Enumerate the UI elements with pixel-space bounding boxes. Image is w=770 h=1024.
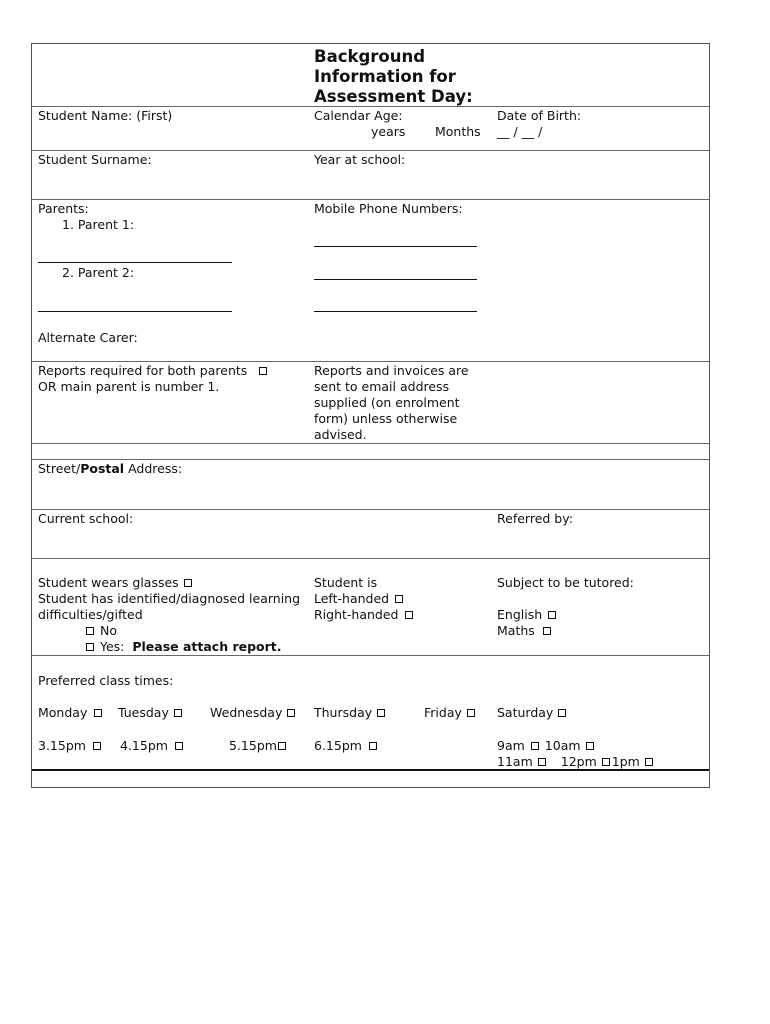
mobile-line-3[interactable] — [314, 311, 477, 312]
right-handed-option — [314, 607, 415, 623]
glasses-checkbox[interactable] — [184, 579, 192, 587]
day-label: Saturday — [497, 705, 554, 720]
divider-thick — [32, 769, 709, 771]
reports-required — [38, 363, 269, 379]
day-thursday — [314, 705, 387, 721]
email-note-line: form) unless otherwise — [314, 411, 458, 426]
no-label: No — [99, 623, 117, 638]
thursday-checkbox[interactable] — [377, 709, 385, 717]
yes-option — [86, 639, 282, 655]
day-label: Tuesday — [118, 705, 169, 720]
day-label: Wednesday — [210, 705, 283, 720]
english-checkbox[interactable] — [548, 611, 556, 619]
time-label: 3.15pm — [38, 738, 86, 753]
address-prefix: Street/ — [38, 461, 81, 476]
divider — [32, 443, 709, 444]
divider — [32, 558, 709, 559]
months-label: Months — [435, 124, 481, 139]
saturday-times-row-1 — [497, 738, 596, 754]
day-saturday — [497, 705, 568, 721]
mobile-line-2[interactable] — [314, 279, 477, 280]
assessment-form — [31, 43, 710, 788]
address-suffix: Address: — [124, 461, 183, 476]
parent-1-line[interactable] — [38, 262, 232, 263]
time-label: 6.15pm — [314, 738, 362, 753]
day-monday — [38, 705, 104, 721]
day-tuesday — [118, 705, 184, 721]
time-label: 12pm — [560, 754, 597, 769]
glasses-row — [38, 575, 194, 591]
years-label: years — [371, 124, 406, 139]
day-friday — [424, 705, 477, 721]
time-label: 9am — [497, 738, 525, 753]
time-515 — [229, 738, 288, 754]
english-option — [497, 607, 558, 623]
friday-checkbox[interactable] — [467, 709, 475, 717]
time-615 — [314, 738, 379, 754]
parents-label: Parents: — [38, 201, 89, 216]
time-315-checkbox[interactable] — [93, 742, 101, 750]
time-label: 10am — [544, 738, 581, 753]
english-label: English — [497, 607, 543, 622]
title-line-3: Assessment Day: — [314, 87, 473, 106]
reports-required-text: Reports required for both parents — [38, 363, 248, 378]
time-515-checkbox[interactable] — [278, 742, 286, 750]
glasses-text: Student wears glasses — [38, 575, 179, 590]
right-handed-label: Right-handed — [314, 607, 399, 622]
email-note — [314, 363, 469, 443]
time-315 — [38, 738, 103, 754]
student-first-name-label: Student Name: (First) — [38, 108, 173, 123]
time-12pm-checkbox[interactable] — [602, 758, 610, 766]
saturday-checkbox[interactable] — [558, 709, 566, 717]
yes-checkbox[interactable] — [86, 643, 94, 651]
mobile-line-1[interactable] — [314, 246, 477, 247]
saturday-times-row-2 — [497, 754, 655, 770]
preferred-class-times-label: Preferred class times: — [38, 673, 174, 688]
postal-address-label — [38, 461, 182, 477]
identified-text-2: difficulties/gifted — [38, 607, 143, 622]
time-label: 11am — [497, 754, 533, 769]
divider — [32, 150, 709, 151]
identified-text-1: Student has identified/diagnosed learning — [38, 591, 301, 606]
time-415 — [120, 738, 185, 754]
reports-both-checkbox[interactable] — [259, 367, 267, 375]
referred-by-label: Referred by: — [497, 511, 573, 526]
day-label: Friday — [424, 705, 462, 720]
time-1pm-checkbox[interactable] — [645, 758, 653, 766]
email-note-line: supplied (on enrolment — [314, 395, 460, 410]
day-label: Monday — [38, 705, 88, 720]
time-label: 4.15pm — [120, 738, 168, 753]
main-parent-text: OR main parent is number 1. — [38, 379, 220, 394]
day-wednesday — [210, 705, 297, 721]
no-option — [86, 623, 117, 639]
no-checkbox[interactable] — [86, 627, 94, 635]
wednesday-checkbox[interactable] — [287, 709, 295, 717]
student-surname-label: Student Surname: — [38, 152, 152, 167]
calendar-age-label: Calendar Age: — [314, 108, 403, 123]
form-title — [314, 47, 473, 107]
time-label: 1pm — [611, 754, 640, 769]
title-line-1: Background — [314, 47, 426, 66]
divider — [32, 361, 709, 362]
time-11am-checkbox[interactable] — [538, 758, 546, 766]
email-note-line: Reports and invoices are — [314, 363, 469, 378]
left-handed-option — [314, 591, 405, 607]
day-label: Thursday — [314, 705, 373, 720]
address-postal: Postal — [80, 461, 125, 476]
yes-label: Yes: — [99, 639, 125, 654]
time-9am-checkbox[interactable] — [531, 742, 539, 750]
year-at-school-label: Year at school: — [314, 152, 406, 167]
tuesday-checkbox[interactable] — [174, 709, 182, 717]
time-label: 5.15pm — [229, 738, 277, 753]
right-handed-checkbox[interactable] — [405, 611, 413, 619]
parent-1-label: 1. Parent 1: — [62, 217, 135, 232]
student-is-label: Student is — [314, 575, 378, 590]
divider — [32, 459, 709, 460]
left-handed-checkbox[interactable] — [395, 595, 403, 603]
current-school-label: Current school: — [38, 511, 134, 526]
date-of-birth-format: __ / __ / — [497, 124, 543, 139]
maths-checkbox[interactable] — [543, 627, 551, 635]
email-note-line: advised. — [314, 427, 367, 442]
date-of-birth-label: Date of Birth: — [497, 108, 582, 123]
alternate-carer-label: Alternate Carer: — [38, 330, 138, 345]
monday-checkbox[interactable] — [94, 709, 102, 717]
left-handed-label: Left-handed — [314, 591, 390, 606]
maths-option — [497, 623, 553, 639]
time-415-checkbox[interactable] — [175, 742, 183, 750]
time-615-checkbox[interactable] — [369, 742, 377, 750]
title-line-2: Information for — [314, 67, 456, 86]
mobile-phone-label: Mobile Phone Numbers: — [314, 201, 463, 216]
divider — [32, 106, 709, 107]
divider — [32, 509, 709, 510]
attach-report-note: Please attach report. — [132, 639, 282, 654]
maths-label: Maths — [497, 623, 535, 638]
time-10am-checkbox[interactable] — [586, 742, 594, 750]
parent-2-line[interactable] — [38, 311, 232, 312]
email-note-line: sent to email address — [314, 379, 450, 394]
subject-label: Subject to be tutored: — [497, 575, 634, 590]
parent-2-label: 2. Parent 2: — [62, 265, 135, 280]
divider — [32, 655, 709, 656]
divider — [32, 199, 709, 200]
